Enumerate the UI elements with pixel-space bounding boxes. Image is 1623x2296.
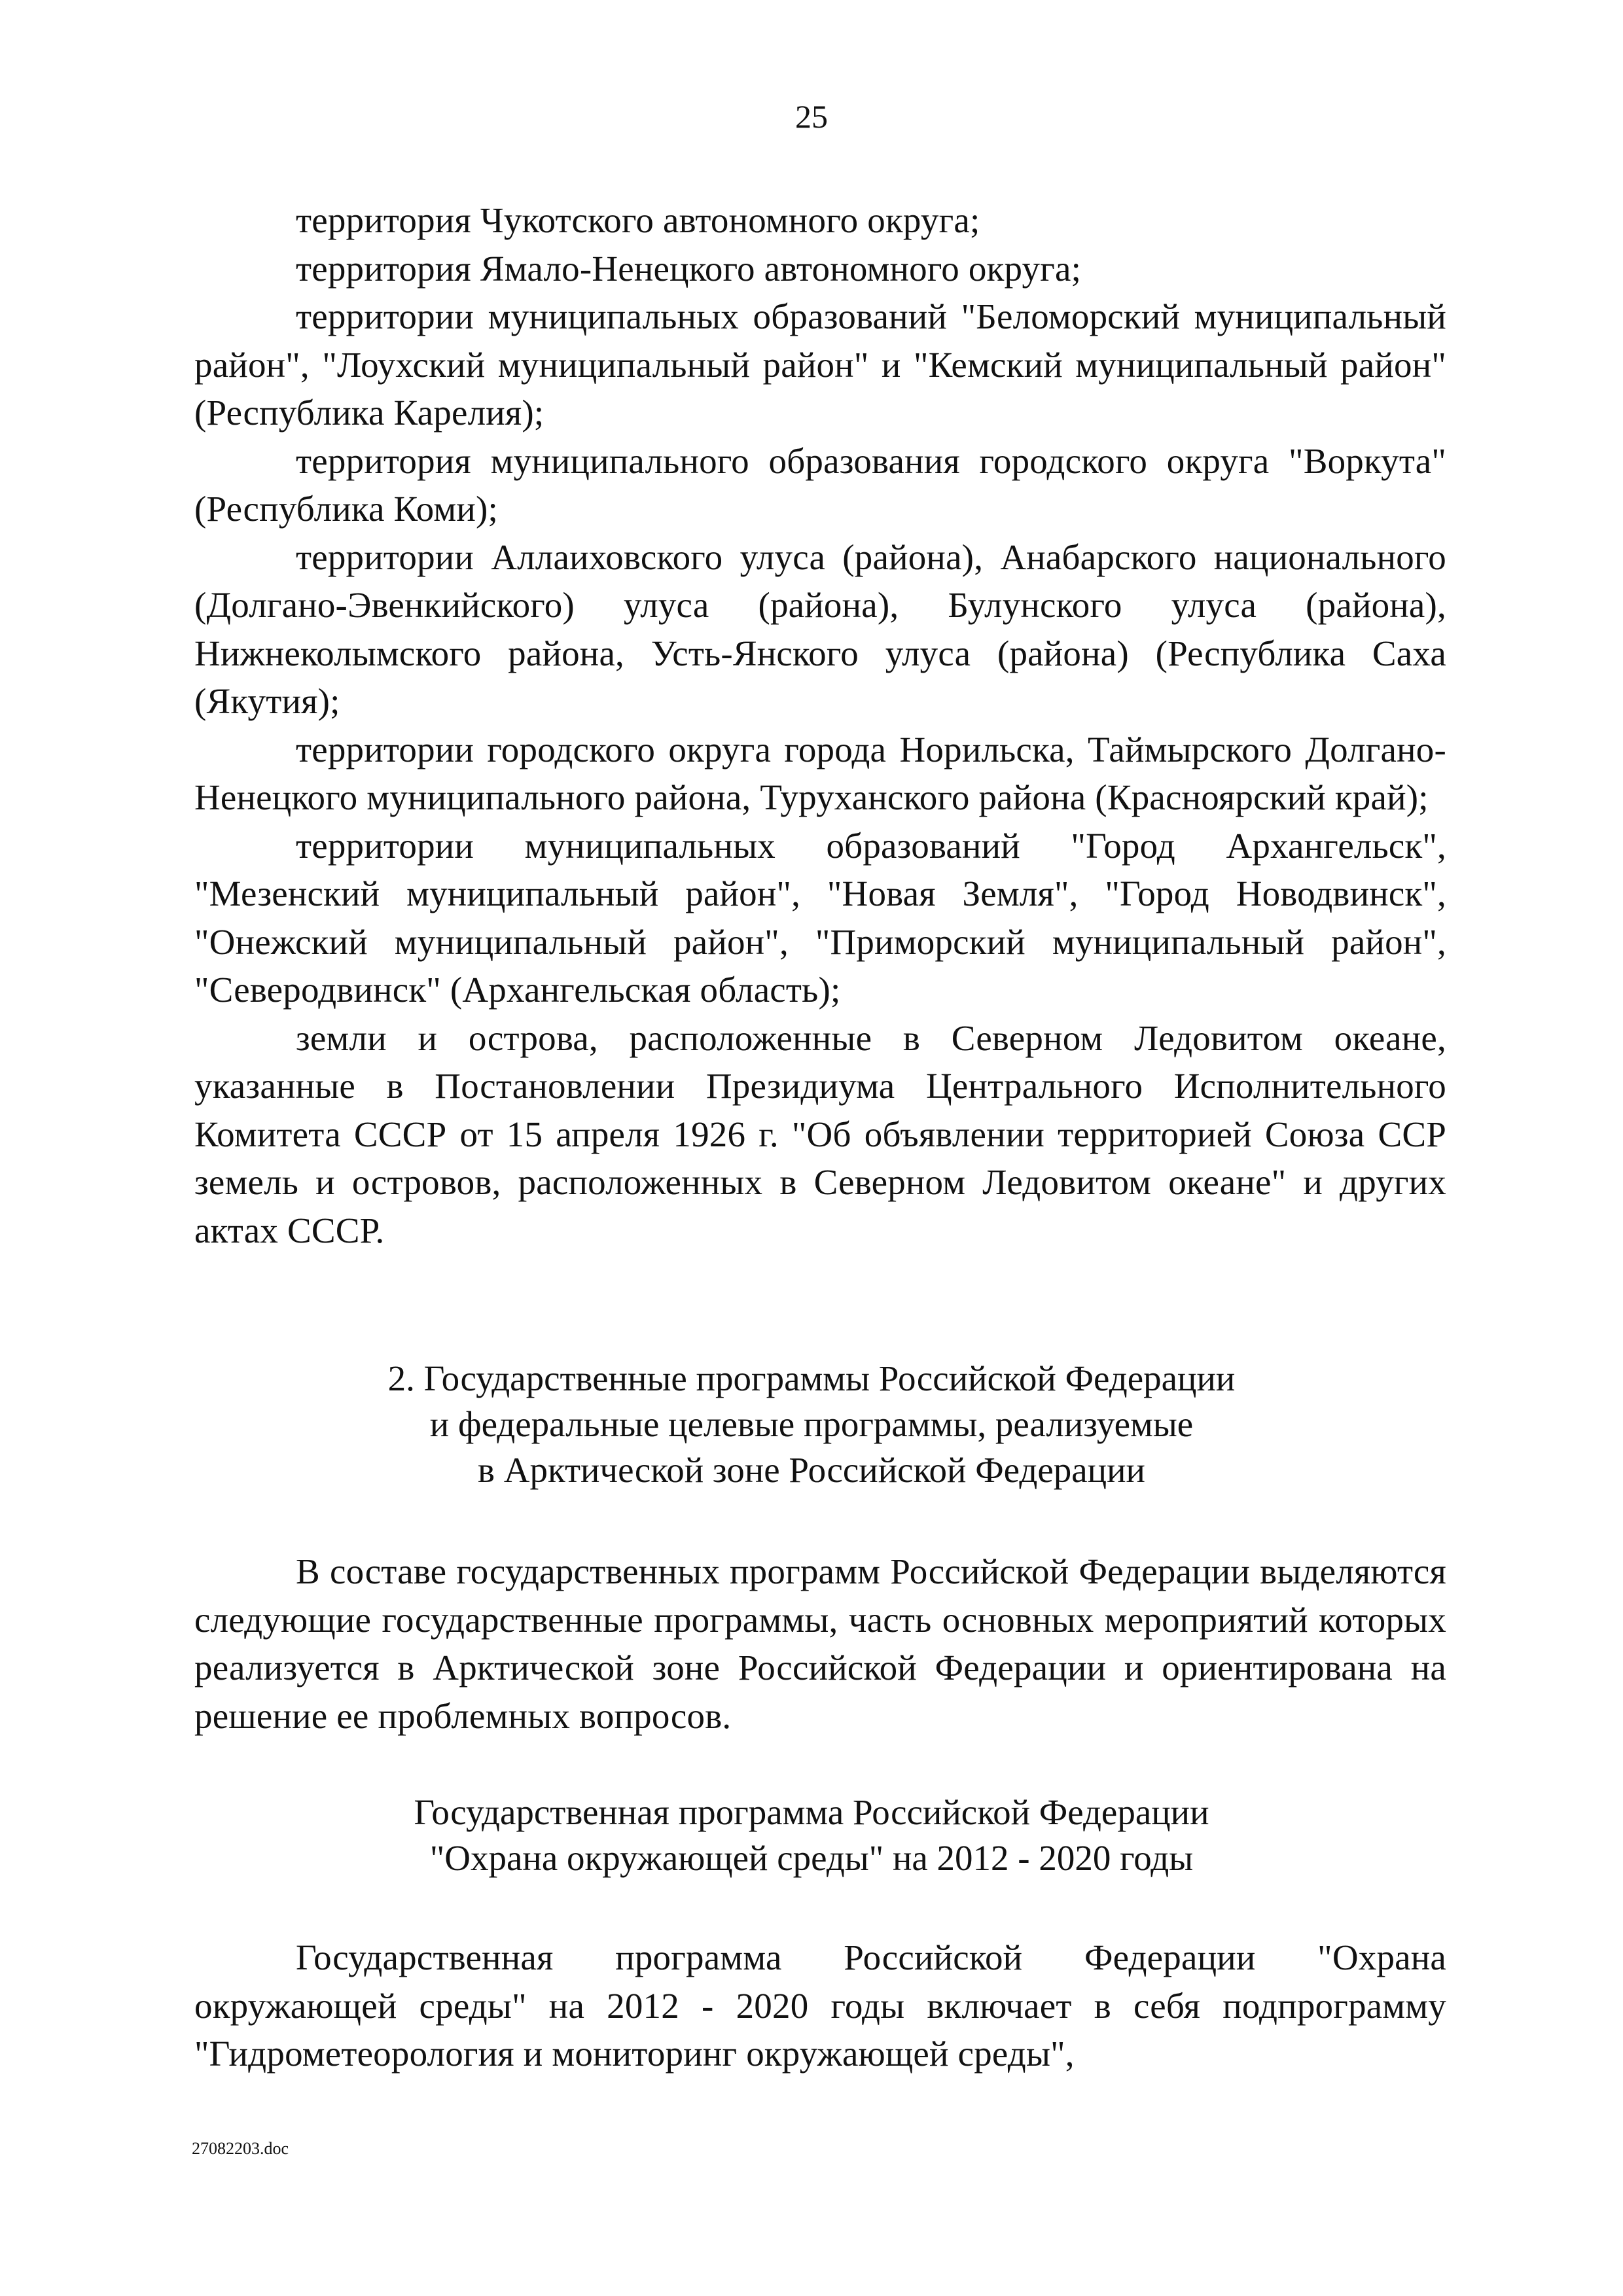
section-2-heading	[0, 1356, 1623, 1493]
program-text: Государственная программа Российской Федерации "Охрана окружающей среды" на 2012 - 2020 годы включает в себя подпрограмму "Гидрометеорология и мониторинг окружающей среды",	[194, 1937, 1446, 2074]
section-2-intro-block	[194, 1547, 1446, 1740]
territories-list	[194, 196, 1446, 1254]
territory-paragraph: территории муниципальных образований "Город Архангельск", "Мезенский муниципальный район", "Новая Земля", "Город Новодвинск", "Онежский муниципальный район", "Приморский муниципальный район", "Северодвинск" (Архангельская область);	[194, 825, 1446, 1010]
section-2-heading-line: 2. Государственные программы Российской Федерации	[387, 1358, 1236, 1398]
territory-paragraph: территории муниципальных образований "Беломорский муниципальный район", "Лоухский муниципальный район" и "Кемский муниципальный район" (Республика Карелия);	[194, 296, 1446, 433]
territory-paragraph: территории Аллаиховского улуса (района), Анабарского национального (Долгано-Эвенкийского) улуса (района), Булунского улуса (района), Нижнеколымского района, Усть-Янского улуса (района) (Республика Саха (Якутия);	[194, 537, 1446, 721]
program-text-block	[194, 1934, 1446, 2078]
section-2-intro: В составе государственных программ Российской Федерации выделяются следующие государственные программы, часть основных мероприятий которых реализуется в Арктической зоне Российской Федерации и ориентирована на решение ее проблемных вопросов.	[194, 1551, 1446, 1736]
program-heading-line: Государственная программа Российской Федерации	[414, 1792, 1209, 1832]
territory-paragraph: территория Чукотского автономного округа;	[296, 200, 980, 240]
section-2-heading-line: и федеральные целевые программы, реализуемые	[429, 1404, 1194, 1444]
territory-paragraph: земли и острова, расположенные в Северном Ледовитом океане, указанные в Постановлении Президиума Центрального Исполнительного Комитета СССР от 15 апреля 1926 г. "Об объявлении территорией Союза ССР земель и островов, расположенных в Северном Ледовитом океане" и других актах СССР.	[194, 1017, 1446, 1250]
section-2-heading-line: в Арктической зоне Российской Федерации	[478, 1450, 1145, 1490]
territory-paragraph: территория Ямало-Ненецкого автономного округа;	[296, 248, 1082, 289]
program-heading-line: "Охрана окружающей среды" на 2012 - 2020 годы	[429, 1838, 1194, 1878]
territory-paragraph: территории городского округа города Норильска, Таймырского Долгано-Ненецкого муниципального района, Туруханского района (Красноярский край);	[194, 729, 1446, 817]
territory-paragraph: территория муниципального образования городского округа "Воркута" (Республика Коми);	[194, 440, 1446, 529]
page-number: 25	[795, 98, 828, 135]
document-code: 27082203.doc	[192, 2139, 289, 2158]
program-heading	[0, 1790, 1623, 1881]
